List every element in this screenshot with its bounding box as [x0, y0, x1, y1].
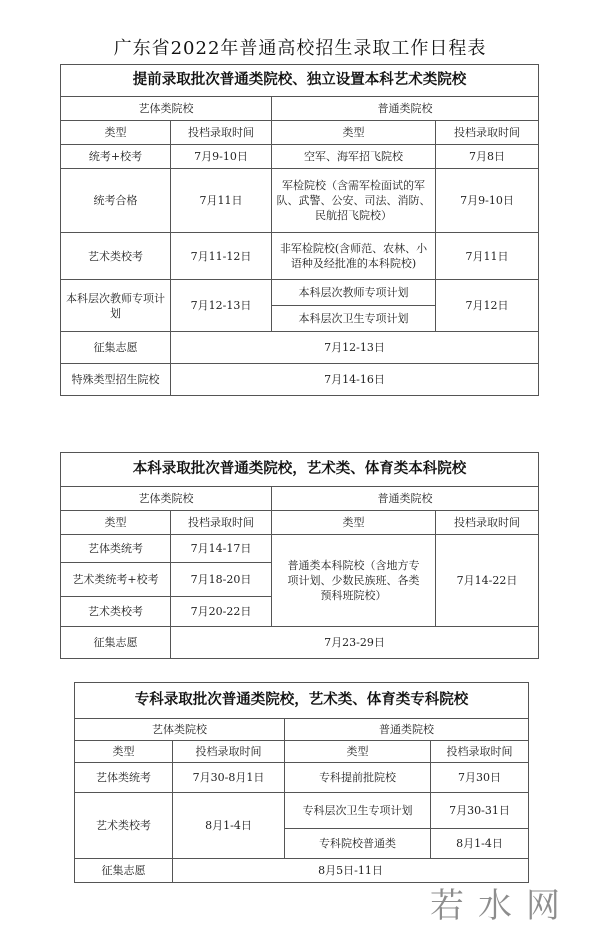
column-header-time: 投档录取时间 [173, 741, 285, 763]
section-header: 专科录取批次普通类院校，艺术类、体育类专科院校 [75, 683, 529, 719]
general-type-cell: 本科层次卫生专项计划 [272, 306, 436, 332]
art-sports-type-cell: 艺体类统考 [61, 535, 171, 563]
art-sports-date-cell: 7月11日 [171, 169, 272, 233]
art-sports-date-cell: 7月18-20日 [171, 563, 272, 597]
column-header-time: 投档录取时间 [436, 511, 539, 535]
extra-date-cell: 7月14-16日 [171, 364, 539, 396]
art-sports-date-cell: 7月20-22日 [171, 597, 272, 627]
general-type-cell: 军检院校（含需军检面试的军队、武警、公安、司法、消防、民航招飞院校） [272, 169, 436, 233]
left-group-header: 艺体类院校 [61, 487, 272, 511]
art-sports-type-cell: 统考+校考 [61, 145, 171, 169]
art-sports-date-cell: 7月9-10日 [171, 145, 272, 169]
general-date-cell: 7月30日 [431, 763, 529, 793]
section-header: 提前录取批次普通类院校、独立设置本科艺术类院校 [61, 65, 539, 97]
right-group-header: 普通类院校 [285, 719, 529, 741]
extra-label-cell: 特殊类型招生院校 [61, 364, 171, 396]
art-sports-date-cell: 7月14-17日 [171, 535, 272, 563]
column-header-type: 类型 [61, 511, 171, 535]
extra-date-cell: 7月12-13日 [171, 332, 539, 364]
extra-label-cell: 征集志愿 [75, 859, 173, 883]
art-sports-type-cell: 艺体类统考 [75, 763, 173, 793]
column-header-type: 类型 [61, 121, 171, 145]
art-sports-date-cell: 8月1-4日 [173, 793, 285, 859]
watermark: 若水网 [430, 886, 574, 926]
column-header-time: 投档录取时间 [431, 741, 529, 763]
column-header-type: 类型 [272, 121, 436, 145]
general-date-cell: 7月8日 [436, 145, 539, 169]
general-type-cell: 本科层次教师专项计划 [272, 280, 436, 306]
section-header: 本科录取批次普通类院校，艺术类、体育类本科院校 [61, 453, 539, 487]
junior-college-batch-table [74, 682, 529, 883]
extra-date-cell: 8月5日-11日 [173, 859, 529, 883]
general-type-cell: 空军、海军招飞院校 [272, 145, 436, 169]
general-date-cell: 7月14-22日 [436, 535, 539, 627]
column-header-type: 类型 [272, 511, 436, 535]
column-header-time: 投档录取时间 [171, 121, 272, 145]
extra-label-cell: 征集志愿 [61, 627, 171, 659]
extra-label-cell: 征集志愿 [61, 332, 171, 364]
general-type-cell: 专科院校普通类 [285, 829, 431, 859]
right-group-header: 普通类院校 [272, 97, 539, 121]
general-date-cell: 7月30-31日 [431, 793, 529, 829]
art-sports-type-cell: 艺术类校考 [75, 793, 173, 859]
general-type-cell: 专科层次卫生专项计划 [285, 793, 431, 829]
column-header-type: 类型 [75, 741, 173, 763]
art-sports-type-cell: 艺术类校考 [61, 233, 171, 280]
column-header-time: 投档录取时间 [436, 121, 539, 145]
art-sports-date-cell: 7月12-13日 [171, 280, 272, 332]
general-type-cell: 专科提前批院校 [285, 763, 431, 793]
general-date-cell: 7月9-10日 [436, 169, 539, 233]
art-sports-date-cell: 7月11-12日 [171, 233, 272, 280]
left-group-header: 艺体类院校 [61, 97, 272, 121]
left-group-header: 艺体类院校 [75, 719, 285, 741]
art-sports-type-cell: 艺术类统考+校考 [61, 563, 171, 597]
column-header-type: 类型 [285, 741, 431, 763]
general-date-cell: 7月11日 [436, 233, 539, 280]
art-sports-date-cell: 7月30-8月1日 [173, 763, 285, 793]
column-header-time: 投档录取时间 [171, 511, 272, 535]
right-group-header: 普通类院校 [272, 487, 539, 511]
general-type-cell: 普通类本科院校（含地方专项计划、少数民族班、各类预科班院校） [272, 535, 436, 627]
page-title: 广东省2022年普通高校招生录取工作日程表 [113, 38, 487, 59]
general-type-cell: 非军检院校(含师范、农林、小语种及经批准的本科院校) [272, 233, 436, 280]
art-sports-type-cell: 统考合格 [61, 169, 171, 233]
general-date-cell: 7月12日 [436, 280, 539, 332]
extra-date-cell: 7月23-29日 [171, 627, 539, 659]
art-sports-type-cell: 艺术类校考 [61, 597, 171, 627]
undergraduate-batch-table [60, 452, 539, 659]
art-sports-type-cell: 本科层次教师专项计划 [61, 280, 171, 332]
general-date-cell: 8月1-4日 [431, 829, 529, 859]
early-batch-table [60, 64, 539, 396]
